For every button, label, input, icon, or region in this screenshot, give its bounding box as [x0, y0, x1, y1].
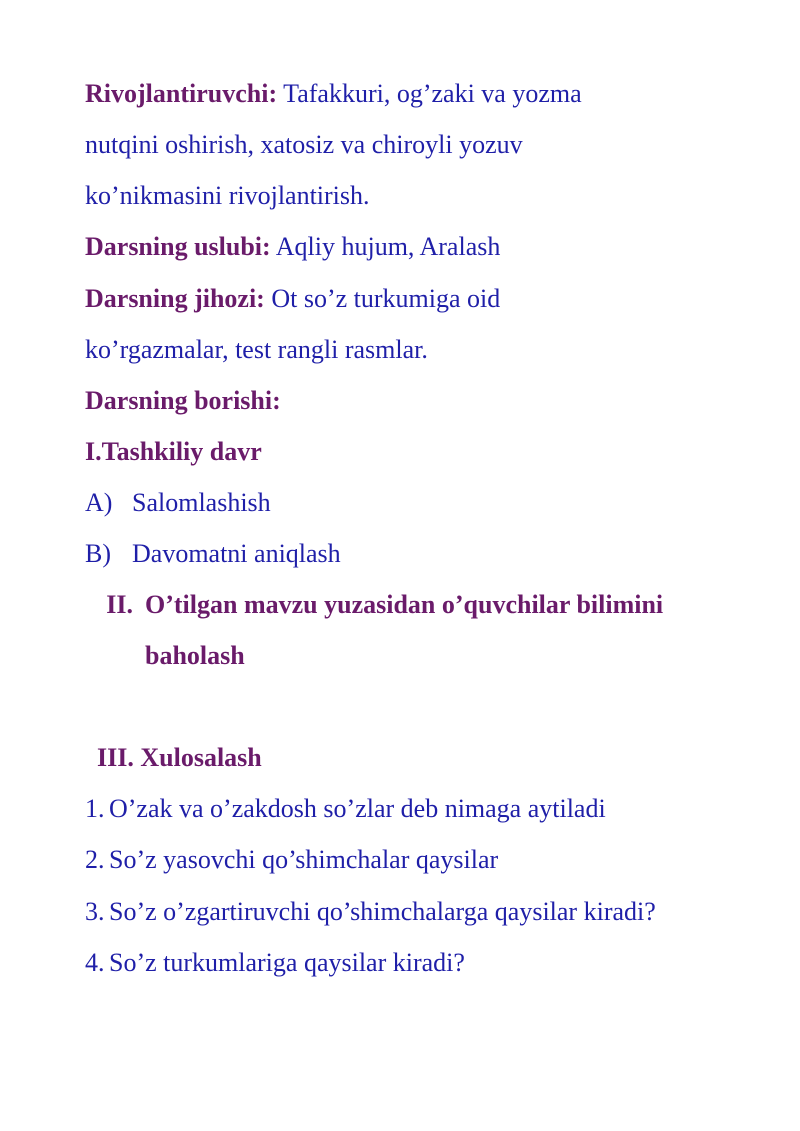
- section-1-title: I.Tashkiliy davr: [85, 437, 262, 466]
- lesson-method: [85, 231, 500, 263]
- question-item: [85, 844, 498, 876]
- equipment-text-continued: ko’rgazmalar, test rangli rasmlar.: [85, 335, 428, 364]
- goal-text: Tafakkuri, og’zaki va yozma: [277, 79, 582, 108]
- section-1-heading: [85, 436, 262, 468]
- question-text: O’zak va o’zakdosh so’zlar deb nimaga aytiladi: [109, 794, 606, 823]
- section-2-title: O’tilgan mavzu yuzasidan o’quvchilar bilimini: [145, 590, 664, 619]
- question-number: 1.: [85, 794, 105, 823]
- list-marker: A): [85, 488, 113, 517]
- goal-text-continued: ko’nikmasini rivojlantirish.: [85, 181, 370, 210]
- goal-text-line: [85, 180, 370, 212]
- question-text: So’z turkumlariga qaysilar kiradi?: [109, 948, 465, 977]
- question-text: So’z yasovchi qo’shimchalar qaysilar: [109, 845, 499, 874]
- progress-label: Darsning borishi:: [85, 386, 281, 415]
- section-2-heading-continued: [145, 640, 245, 672]
- equipment-label: Darsning jihozi:: [85, 284, 265, 313]
- lesson-equipment: [85, 283, 500, 315]
- goal-label: Rivojlantiruvchi:: [85, 79, 278, 108]
- section-2-heading: [85, 589, 663, 621]
- section-2-title-continued: baholash: [145, 641, 245, 670]
- question-number: 2.: [85, 845, 105, 874]
- question-item: [85, 793, 606, 825]
- list-item-text: Davomatni aniqlash: [132, 539, 341, 568]
- list-item: [85, 538, 341, 570]
- list-item: [85, 487, 271, 519]
- goal-text-continued: nutqini oshirish, xatosiz va chiroyli yozuv: [85, 130, 523, 159]
- list-marker: B): [85, 539, 111, 568]
- question-item: [85, 896, 656, 928]
- question-item: [85, 947, 465, 979]
- goal-text-line: [85, 129, 523, 161]
- method-text: Aqliy hujum, Aralash: [270, 232, 501, 261]
- section-3-marker: III.: [97, 743, 134, 772]
- equipment-text-line: [85, 334, 428, 366]
- section-3-heading: [97, 742, 262, 774]
- equipment-text: Ot so’z turkumiga oid: [264, 284, 501, 313]
- list-item-text: Salomlashish: [132, 488, 271, 517]
- question-number: 4.: [85, 948, 105, 977]
- section-2-marker: II.: [106, 590, 133, 619]
- lesson-progress-heading: [85, 385, 281, 417]
- section-3-title: Xulosalash: [140, 743, 262, 772]
- goal-developmental: [85, 78, 582, 110]
- question-text: So’z o’zgartiruvchi qo’shimchalarga qaysilar kiradi?: [109, 897, 656, 926]
- method-label: Darsning uslubi:: [85, 232, 271, 261]
- question-number: 3.: [85, 897, 105, 926]
